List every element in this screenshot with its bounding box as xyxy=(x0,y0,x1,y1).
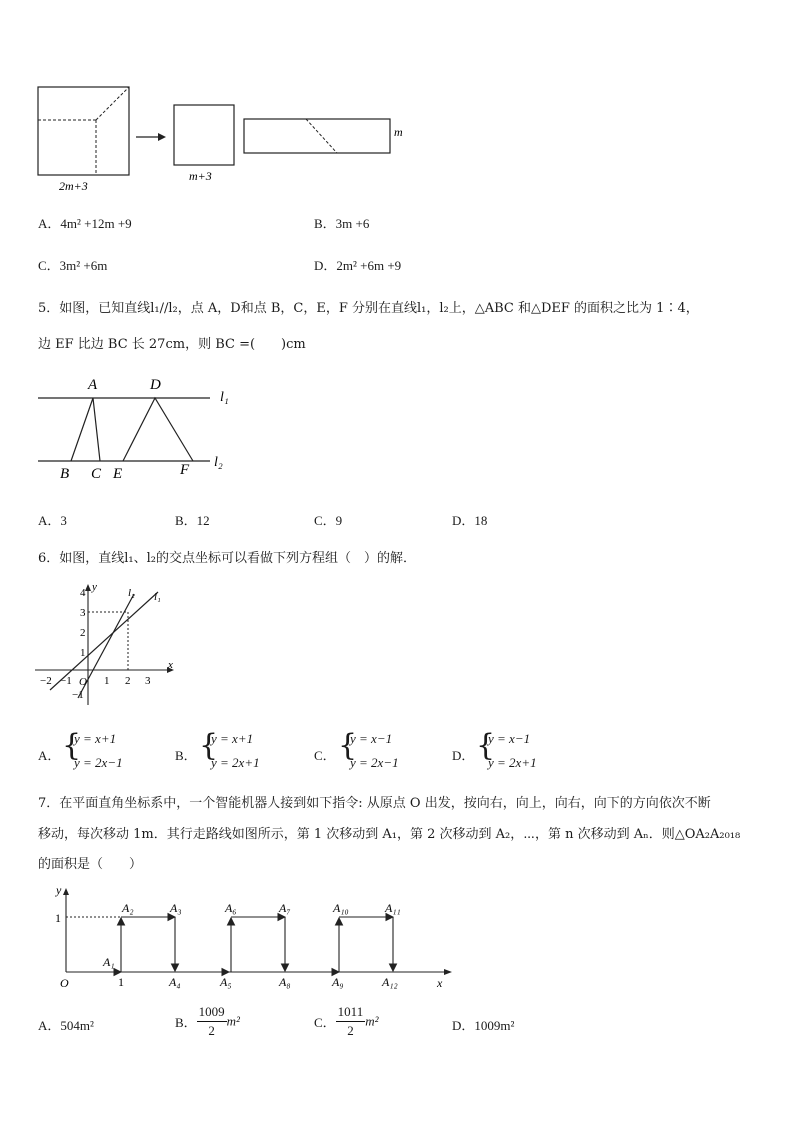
triangle-abc xyxy=(71,398,100,461)
label-A10: A₁₀ xyxy=(333,901,349,915)
cut-line-diag xyxy=(96,87,129,120)
brace-icon: { xyxy=(338,728,358,763)
rect-dashed-line xyxy=(306,119,337,153)
triangle-def xyxy=(123,398,193,461)
q7-stem-line1: 7．在平面直角坐标系中，一个智能机器人接到如下指令: 从原点 O 出发，按向右，向上，向右，向下的方向依次不断 xyxy=(38,796,711,811)
eq2: y = 2x+1 xyxy=(211,755,260,770)
y-tick-3: 3 xyxy=(80,607,86,619)
label-2m3: 2m+3 xyxy=(59,179,88,193)
label-A2: A₂ xyxy=(122,901,134,915)
q5-stem-line2: 边 EF 比边 BC 长 27cm，则 BC =( )cm xyxy=(38,337,306,352)
label-A4: A₄ xyxy=(169,975,181,989)
label-l2: l₂ xyxy=(214,455,223,470)
x-tick-1: 1 xyxy=(104,675,110,687)
label-A6: A₆ xyxy=(225,901,237,915)
label-m3: m+3 xyxy=(189,169,212,183)
label-A: A xyxy=(88,377,98,393)
label-m: m xyxy=(394,125,403,139)
x-tick-3: 3 xyxy=(145,675,151,687)
x-arrow-icon xyxy=(444,969,452,975)
q6-graph xyxy=(30,580,180,705)
denominator: 2 xyxy=(208,1023,215,1038)
label-A8: A₈ xyxy=(279,975,291,989)
x-axis-label: x xyxy=(437,976,443,990)
label-C: C xyxy=(91,466,102,482)
eq1: y = x−1 xyxy=(350,731,393,746)
eq1: y = x+1 xyxy=(74,731,117,746)
label-A9: A₉ xyxy=(332,975,344,989)
eq1: y = x+1 xyxy=(211,731,254,746)
eq2: y = 2x−1 xyxy=(350,755,399,770)
q5-stem-line1: 5．如图，已知直线l₁//l₂，点 A，D和点 B，C，E，F 分别在直线l₁，l₂上，△ABC 和△DEF 的面积之比为 1∶4， xyxy=(38,301,699,316)
q7-stem-line3: 的面积是（ ） xyxy=(38,857,143,872)
q7-option-d[interactable]: D．1009m² xyxy=(452,1018,515,1033)
y-axis-label: y xyxy=(92,581,97,593)
eq1: y = x−1 xyxy=(488,731,531,746)
label-A3: A₃ xyxy=(170,901,182,915)
unit: m² xyxy=(365,1013,379,1029)
x-tick-1: 1 xyxy=(118,975,124,989)
fraction xyxy=(336,1003,366,1040)
q7-stem-line2: 移动，每次移动 1m．其行走路线如图所示，第 1 次移动到 A₁，第 2 次移动到 A₂，⋯，第 n 次移动到 Aₙ．则△OA₂A₂₀₁₈ xyxy=(38,827,741,842)
q7-option-a[interactable]: A．504m² xyxy=(38,1018,94,1033)
option-letter: D． xyxy=(452,748,475,763)
q4-option-b[interactable]: B．3m +6 xyxy=(314,216,370,231)
unit: m² xyxy=(226,1013,240,1029)
y-tick-1: 1 xyxy=(55,911,61,925)
label-l1: l₁ xyxy=(220,390,229,405)
label-A5: A₅ xyxy=(220,975,232,989)
x-axis-label: x xyxy=(168,659,173,671)
y-arrow-icon xyxy=(63,888,69,895)
numerator: 1011 xyxy=(336,1003,366,1022)
brace-icon: { xyxy=(476,728,496,763)
x-tick-2: 2 xyxy=(125,675,131,687)
fraction xyxy=(197,1003,227,1040)
q4-option-c[interactable]: C．3m² +6m xyxy=(38,258,108,273)
label-A11: A₁₁ xyxy=(385,901,401,915)
y-tick-1: 1 xyxy=(80,647,86,659)
q5-figure xyxy=(0,370,260,485)
q7-figure xyxy=(0,880,470,995)
label-A12: A₁₂ xyxy=(382,975,398,989)
denominator: 2 xyxy=(347,1023,354,1038)
option-letter: A． xyxy=(38,748,61,763)
q5-option-b[interactable]: B．12 xyxy=(175,513,210,528)
label-F: F xyxy=(180,462,190,478)
q7-option-b[interactable] xyxy=(175,1003,240,1040)
y-tick-neg1: −1 xyxy=(72,689,84,701)
y-axis-label: y xyxy=(56,883,62,897)
origin-label: O xyxy=(60,976,69,990)
label-l1: l₁ xyxy=(154,591,161,603)
arrow-icon xyxy=(158,133,166,141)
label-D: D xyxy=(150,377,161,393)
origin-label: O xyxy=(79,676,87,688)
q5-option-d[interactable]: D．18 xyxy=(452,513,488,528)
y-arrow-icon xyxy=(85,584,91,591)
option-letter: B． xyxy=(175,1015,197,1030)
option-letter: C． xyxy=(314,1015,336,1030)
q5-option-c[interactable]: C．9 xyxy=(314,513,343,528)
q4-option-d[interactable]: D．2m² +6m +9 xyxy=(314,258,402,273)
label-l2: l₂ xyxy=(128,587,135,599)
eq2: y = 2x−1 xyxy=(74,755,123,770)
q6-stem: 6．如图，直线l₁、l₂的交点坐标可以看做下列方程组（ ）的解． xyxy=(38,551,417,566)
label-A1: A₁ xyxy=(103,955,115,969)
q4-option-a[interactable]: A．4m² +12m +9 xyxy=(38,216,132,231)
numerator: 1009 xyxy=(197,1003,227,1022)
option-letter: C． xyxy=(314,748,336,763)
label-E: E xyxy=(113,466,123,482)
label-A7: A₇ xyxy=(279,901,291,915)
q5-option-a[interactable]: A．3 xyxy=(38,513,67,528)
label-B: B xyxy=(60,466,70,482)
y-tick-4: 4 xyxy=(80,587,86,599)
q7-option-c[interactable] xyxy=(314,1003,379,1040)
brace-icon: { xyxy=(62,728,82,763)
y-tick-2: 2 xyxy=(80,627,86,639)
eq2: y = 2x+1 xyxy=(488,755,537,770)
x-tick-neg2: −2 xyxy=(40,675,52,687)
q4-figure xyxy=(0,0,794,200)
rectangle xyxy=(244,119,390,153)
x-tick-neg1: −1 xyxy=(60,675,72,687)
brace-icon: { xyxy=(199,728,219,763)
small-square xyxy=(174,105,234,165)
option-letter: B． xyxy=(175,748,197,763)
